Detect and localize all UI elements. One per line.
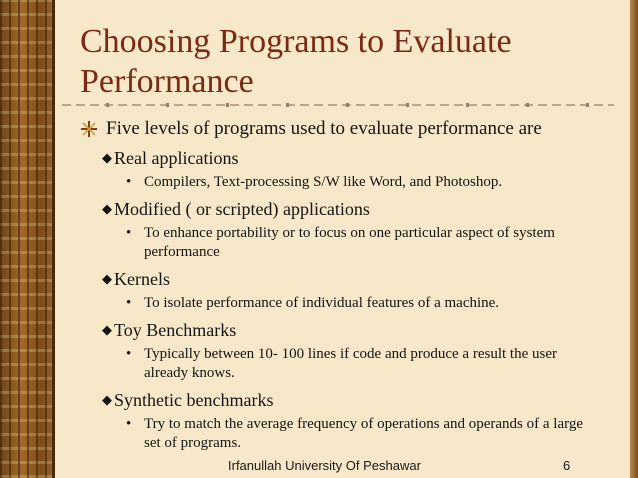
dot-bullet-icon: • (126, 295, 132, 311)
level-detail (126, 294, 596, 313)
star-bullet-icon (80, 120, 98, 138)
dashed-divider-line (62, 103, 614, 107)
main-bullet (80, 117, 625, 141)
level-detail-text: To isolate performance of individual features of a machine. (144, 295, 500, 311)
dot-bullet-icon: • (126, 346, 132, 362)
diamond-bullet-icon: ◆ (102, 392, 112, 407)
level-detail-text: Try to match the average frequency of operations and operands of a large set of programs. (144, 416, 584, 451)
level-item (102, 319, 625, 341)
wood-border-left (0, 0, 55, 478)
level-detail (126, 415, 596, 453)
level-detail (126, 345, 596, 383)
slide-title-line2: Performance (80, 63, 254, 100)
level-label: Kernels (114, 269, 170, 289)
diamond-bullet-icon: ◆ (102, 150, 112, 165)
dot-bullet-icon: • (126, 416, 132, 432)
dot-bullet-icon: • (126, 225, 132, 241)
level-item (102, 268, 625, 290)
main-bullet-text: Five levels of programs used to evaluate performance are (106, 118, 542, 139)
slide-body (80, 117, 625, 453)
level-label: Modified ( or scripted) applications (114, 199, 370, 219)
wood-border-right (630, 0, 638, 478)
level-detail-text: Typically between 10- 100 lines if code and produce a result the user already knows. (144, 346, 557, 381)
level-detail (126, 224, 596, 262)
diamond-bullet-icon: ◆ (102, 322, 112, 337)
level-item (102, 198, 625, 220)
level-detail (126, 173, 596, 192)
level-item (102, 147, 625, 169)
level-label: Synthetic benchmarks (114, 390, 274, 410)
diamond-bullet-icon: ◆ (102, 201, 112, 216)
level-label: Real applications (114, 148, 239, 168)
level-label: Toy Benchmarks (114, 320, 237, 340)
page-number: 6 (563, 458, 571, 473)
slide-title (80, 22, 625, 102)
title-divider (62, 103, 614, 107)
footer-institution: Irfanullah University Of Peshawar (228, 458, 421, 473)
diamond-bullet-icon: ◆ (102, 271, 112, 286)
level-item (102, 389, 625, 411)
level-detail-text: To enhance portability or to focus on one particular aspect of system performance (144, 225, 555, 260)
dot-bullet-icon: • (126, 174, 132, 190)
level-detail-text: Compilers, Text-processing S/W like Word, and Photoshop. (144, 174, 503, 190)
slide-title-line1: Choosing Programs to Evaluate (80, 23, 512, 60)
